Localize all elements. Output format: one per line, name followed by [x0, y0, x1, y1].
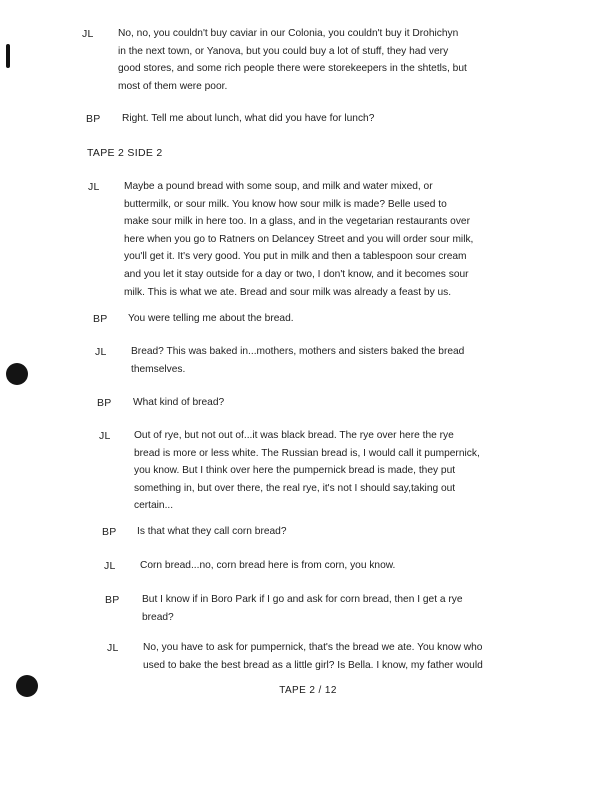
utterance-text: No, you have to ask for pumpernick, that's the bread we ate. You know who used to bake the best bread as a little girl? Is Bella. I know, my father would	[143, 642, 483, 671]
utterance-text: What kind of bread?	[133, 397, 225, 408]
utterance-text: Corn bread...no, corn bread here is from corn, you know.	[140, 560, 396, 571]
utterance-text: But I know if in Boro Park if I go and ask for corn bread, then I get a rye bread?	[142, 594, 463, 623]
speaker-label: JL	[82, 28, 94, 40]
utterance-text: Is that what they call corn bread?	[137, 526, 287, 537]
tape-side-heading: TAPE 2 SIDE 2	[87, 147, 163, 159]
utterance-text: No, no, you couldn't buy caviar in our Colonia, you couldn't buy it Drohichyn in the next town, or Yanova, but you could buy a lot of stuff, they had very good stores, and some rich people there were storekeepers in the shtetls, but most of them were poor.	[118, 28, 467, 92]
speaker-label: BP	[93, 313, 108, 325]
utterance-text: You were telling me about the bread.	[128, 313, 294, 324]
utterance-text: Right. Tell me about lunch, what did you have for lunch?	[122, 113, 375, 124]
utterance-text: Maybe a pound bread with some soup, and milk and water mixed, or buttermilk, or sour milk. You know how sour milk is made? Belle used to make sour milk in here too. In a glass, and in the vegetarian restaurants over here when you go to Ratners on Delancey Street and you will order sour milk, you'll get it. It's very good. You put in milk and then a tablespoon sour cream and you let it stay outside for a day or two, I don't know, and it becomes sour milk. This is what we ate. Bread and sour milk was already a feast by us.	[124, 181, 474, 298]
punch-hole-top	[6, 363, 28, 385]
speaker-label: JL	[88, 181, 100, 193]
speaker-label: BP	[102, 526, 117, 538]
speaker-label: BP	[97, 397, 112, 409]
page-footer: TAPE 2 / 12	[279, 685, 337, 696]
utterance-text: Out of rye, but not out of...it was black bread. The rye over here the rye bread is more or less white. The Russian bread is, I would call it pumpernick, you know. But I think over here the pumpernick bread is made, they put something in, but over there, the real rye, it's not I should say,taking out certain...	[134, 430, 480, 512]
speaker-label: JL	[107, 642, 119, 654]
speaker-label: JL	[104, 560, 116, 572]
speaker-label: JL	[99, 430, 111, 442]
speaker-label: BP	[105, 594, 120, 606]
speaker-label: BP	[86, 113, 101, 125]
speaker-label: JL	[95, 346, 107, 358]
utterance-text: Bread? This was baked in...mothers, mothers and sisters baked the bread themselves.	[131, 346, 465, 375]
scan-edge-mark	[6, 44, 10, 68]
